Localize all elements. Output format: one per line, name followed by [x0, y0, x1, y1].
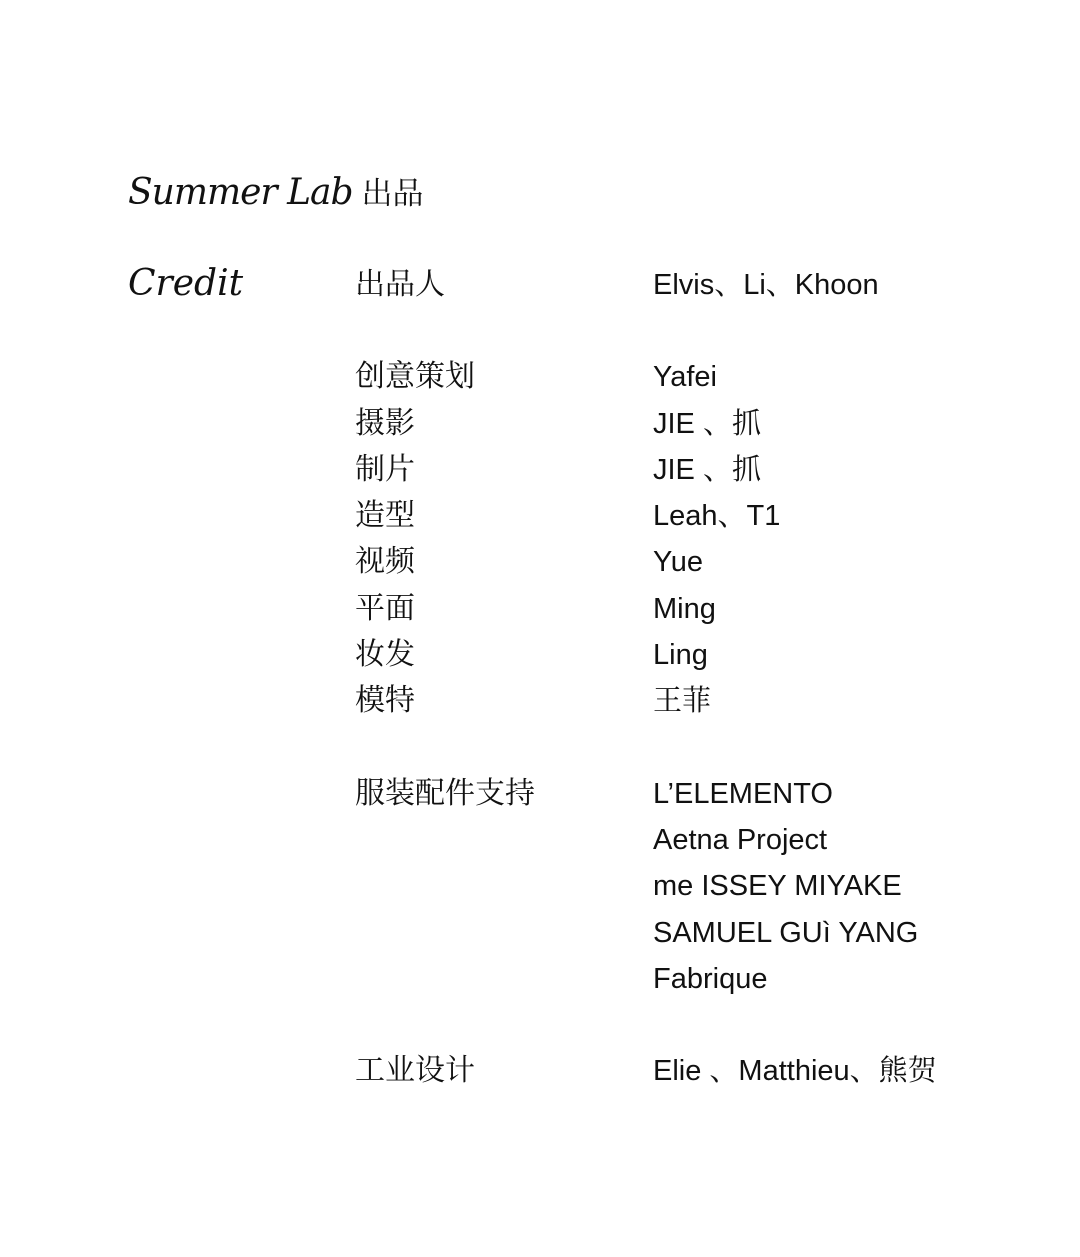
credit-name: Yafei [653, 361, 717, 394]
credit-names [653, 494, 780, 540]
credit-name: JIE 、抓 [653, 407, 761, 440]
credits-list [355, 263, 995, 1141]
credit-row [355, 679, 995, 725]
credit-role: 模特 [355, 683, 415, 719]
credit-name: Yue [653, 546, 703, 579]
credit-role: 妆发 [355, 637, 415, 673]
credit-row [355, 355, 995, 401]
credit-name: SAMUEL GUì YANG [653, 916, 919, 949]
brand-name: Summer Lab [128, 172, 353, 213]
credit-row [355, 772, 995, 1004]
credit-row [355, 633, 995, 679]
credit-name: 王菲 [653, 685, 712, 718]
credit-row [355, 587, 995, 633]
credit-role: 出品人 [355, 267, 445, 302]
credit-names [653, 263, 879, 309]
credit-row [355, 448, 995, 494]
credit-name: Ling [653, 639, 708, 672]
credit-role: 平面 [355, 590, 415, 626]
credit-role: 工业设计 [355, 1053, 475, 1089]
credit-names [653, 448, 761, 494]
credit-heading: Credit [128, 263, 244, 304]
title-suffix: 出品 [361, 176, 424, 212]
credit-group [355, 263, 995, 309]
credit-row [355, 263, 995, 309]
credit-role: 视频 [355, 544, 415, 580]
credit-row [355, 540, 995, 586]
credit-name: Ming [653, 592, 716, 625]
credit-name: Fabrique [653, 962, 768, 995]
credit-row [355, 402, 995, 448]
credit-name: Leah、T1 [653, 500, 781, 533]
credit-name: Elvis、Li、Khoon [653, 269, 879, 301]
credit-name: me ISSEY MIYAKE [653, 870, 902, 903]
credit-name: L’ELEMENTO [653, 777, 833, 810]
credit-role: 制片 [355, 451, 415, 487]
credit-group [355, 772, 995, 1004]
credit-names [653, 355, 717, 401]
credit-names [653, 772, 918, 1003]
credit-names [653, 633, 708, 679]
credit-role: 服装配件支持 [355, 775, 535, 811]
credit-role: 造型 [355, 498, 415, 534]
credit-names [653, 1049, 937, 1095]
credit-names [653, 587, 716, 633]
credit-name: JIE 、抓 [653, 453, 761, 486]
credit-row [355, 1049, 995, 1095]
credit-names [653, 679, 711, 725]
page-title [128, 170, 424, 216]
credit-names [653, 540, 703, 586]
credit-group [355, 1049, 995, 1095]
credit-role: 摄影 [355, 405, 415, 441]
credit-group [355, 355, 995, 725]
credit-role: 创意策划 [355, 359, 475, 395]
credit-names [653, 402, 761, 448]
credit-row [355, 494, 995, 540]
credit-name: Elie 、Matthieu、熊贺 [653, 1055, 937, 1088]
credit-name: Aetna Project [653, 823, 828, 856]
